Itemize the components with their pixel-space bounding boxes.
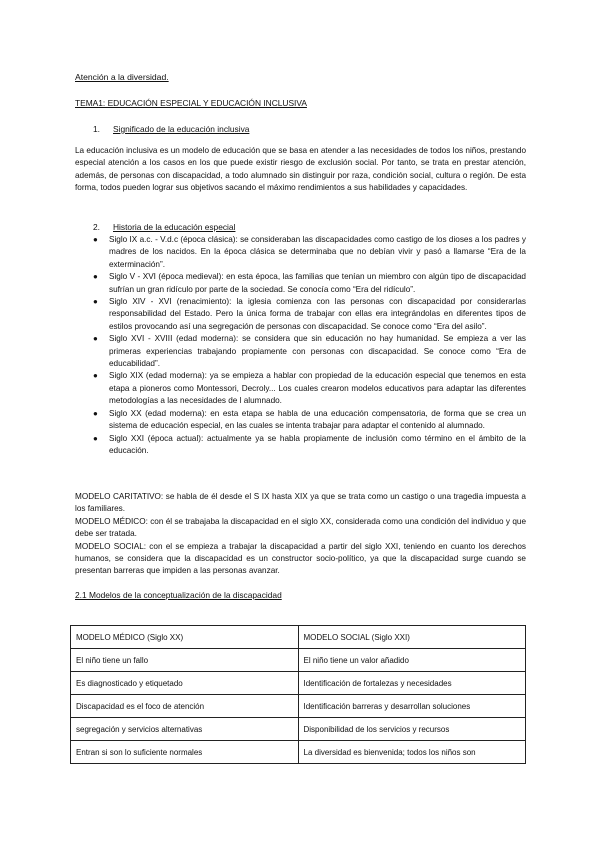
history-item: ● Siglo XIX (edad moderna): ya se empieza a hablar con propiedad de la educación especial que tenemos en esta etapa a pioneros como Montessori, Decroly... Los cuales crearon modelos educativos para adaptar las diferentes metodologías a las necesidades de l alumnado. — [93, 371, 526, 406]
bullet-icon: ● — [93, 334, 98, 344]
table-cell: La diversidad es bienvenida; todos los niños son — [298, 741, 526, 764]
section-2-1-heading: 2.1 Modelos de la conceptualización de la discapacidad — [75, 590, 282, 600]
modelo-caritativo: MODELO CARITATIVO: se habla de él desde el S IX hasta XIX ya que se trata como un castigo o una tragedia impuesta a los familiares. — [75, 492, 526, 514]
history-item: ● Siglo V - XVI (época medieval): en esta época, las familias que tenían un miembro con algún tipo de discapacidad sufrían un gran ridículo por parte de la sociedad. Se conocía como “Era del ridículo”. — [93, 272, 526, 294]
models-section — [75, 491, 526, 578]
table-cell: segregación y servicios alternativas — [71, 718, 299, 741]
table-row — [71, 649, 526, 672]
history-item: ● Siglo XXI (época actual): actualmente ya se habla propiamente de inclusión como término en el ámbito de la educación. — [93, 433, 526, 455]
bullet-icon: ● — [93, 371, 98, 381]
intro-paragraph: La educación inclusiva es un modelo de educación que se basa en atender a las necesidades de todos los niños, prestando especial atención a los casos en los que puede existir riesgo de exclusión social. Por tanto, se trata en prestar atención, además, de personas con discapacidad, a todo alumnado sin distinguir por raza, condición social, cultura o región. De esta forma, todos pueden lograr sus objetivos sacando el máximo rendimientos a sus habilidades y capacidades. — [75, 146, 526, 193]
bullet-icon: ● — [93, 408, 98, 418]
table-cell: Disponibilidad de los servicios y recursos — [298, 718, 526, 741]
section-2-heading — [93, 222, 235, 232]
section-2-title: Historia de la educación especial — [113, 222, 236, 232]
table-row — [71, 695, 526, 718]
table-cell: El niño tiene un valor añadido — [298, 649, 526, 672]
table-row — [71, 741, 526, 764]
models-comparison-table — [70, 625, 526, 764]
bullet-icon: ● — [93, 272, 98, 282]
bullet-icon: ● — [93, 297, 98, 307]
modelo-social: MODELO SOCIAL: con el se empieza a trabajar la discapacidad a partir del siglo XXI, teniendo en cuanto los derechos humanos, se considera que la discapacidad es un constructor socio-político, ya que la discapacidad surge cuando se presentan barreras que impiden a las personas avanzar. — [75, 541, 526, 576]
table-cell: Identificación de fortalezas y necesidades — [298, 672, 526, 695]
section-2-number: 2. — [93, 222, 100, 232]
table-header-row — [71, 626, 526, 649]
table-header-cell: MODELO MÉDICO (Siglo XX) — [71, 626, 299, 649]
table-cell: Es diagnosticado y etiquetado — [71, 672, 299, 695]
table-row — [71, 718, 526, 741]
bullet-icon: ● — [93, 235, 98, 244]
history-list — [93, 234, 526, 457]
section-1-heading — [93, 124, 249, 134]
history-item: ● Siglo XVI - XVIII (edad moderna): se considera que sin educación no hay humanidad. Se empieza a ver las primeras experiencias trabajando propiamente con personas con discapacidad. Se conoce como “Era de educabilidad”. — [93, 334, 526, 369]
history-item: ● Siglo XIV - XVI (renacimiento): la iglesia comienza con las personas con discapacidad por considerarlas responsabilidad del Estado. Pero la única forma de trabajar con ellas era integrándolas en diferentes tipos de estilos provocando así una segregación de personas con discapacidad. Se conoce como “Era del asilo”. — [93, 297, 526, 331]
table-header-cell: MODELO SOCIAL (Siglo XXI) — [298, 626, 526, 649]
bullet-icon: ● — [93, 433, 98, 443]
table-cell: Identificación barreras y desarrollan soluciones — [298, 695, 526, 718]
table-cell: Entran si son lo suficiente normales — [71, 741, 299, 764]
tema-heading: TEMA1: EDUCACIÓN ESPECIAL Y EDUCACIÓN INCLUSIVA — [75, 98, 307, 108]
table-cell: El niño tiene un fallo — [71, 649, 299, 672]
history-item: ● Siglo IX a.c. - V.d.c (época clásica): se consideraban las discapacidades como castigo de los dioses a los padres y madres de los nacidos. En la época clásica se determinaba que no debían vivir y pasó a llamarse “Era de la exterminación”. — [93, 235, 526, 269]
section-1-number: 1. — [93, 124, 100, 134]
section-1-title: Significado de la educación inclusiva — [113, 124, 250, 134]
table-row — [71, 672, 526, 695]
history-item: ● Siglo XX (edad moderna): en esta etapa se habla de una educación compensatoria, de forma que se crea un sistema de educación especial, en las cuales se intenta trabajar para adaptar el contenido al alumnado. — [93, 408, 526, 431]
document-title: Atención a la diversidad. — [75, 72, 169, 82]
table-cell: Discapacidad es el foco de atención — [71, 695, 299, 718]
modelo-medico: MODELO MÉDICO: con él se trabajaba la discapacidad en el siglo XX, considerada como una condición del individuo y que debe ser tratada. — [75, 516, 526, 539]
